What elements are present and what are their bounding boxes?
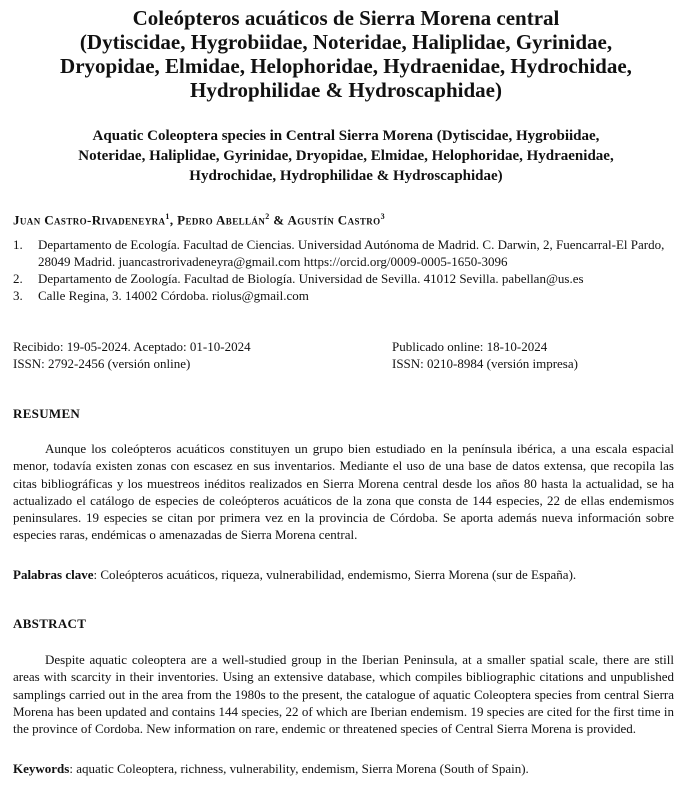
issn-online: ISSN: 2792-2456 (versión online) bbox=[13, 356, 191, 371]
author-name: Pedro Abellán bbox=[177, 212, 266, 228]
affiliation-text: Departamento de Zoología. Facultad de Biología. Universidad de Sevilla. 41012 Sevilla. pabellan@us.es bbox=[38, 271, 584, 286]
title-line: Coleópteros acuáticos de Sierra Morena central bbox=[132, 6, 560, 30]
keywords-text: : Coleópteros acuáticos, riqueza, vulnerabilidad, endemismo, Sierra Morena (sur de España). bbox=[93, 567, 577, 582]
article-title bbox=[20, 6, 672, 102]
title-line: Dryopidae, Elmidae, Helophoridae, Hydraenidae, Hydrochidae, bbox=[60, 54, 632, 78]
palabras-clave bbox=[13, 566, 678, 583]
author-affiliation-mark: 1 bbox=[165, 212, 170, 221]
affiliation-number: 1. bbox=[13, 237, 23, 252]
author-name: Juan Castro-Rivadeneyra bbox=[13, 212, 166, 228]
affiliation-number: 2. bbox=[13, 271, 23, 286]
affiliation-list bbox=[13, 236, 678, 304]
subtitle-line: Hydrochidae, Hydrophilidae & Hydroscaphidae) bbox=[189, 168, 503, 184]
affiliation-number: 3. bbox=[13, 288, 23, 303]
english-title bbox=[22, 126, 670, 186]
author-affiliation-mark: 3 bbox=[380, 212, 385, 221]
keywords-label: Keywords bbox=[13, 761, 70, 776]
abstract-heading: ABSTRACT bbox=[13, 616, 87, 631]
received-date: Recibido: 19-05-2024. Aceptado: 01-10-2024 bbox=[13, 339, 251, 354]
author-name: Agustín Castro bbox=[287, 212, 381, 228]
affiliation-item bbox=[13, 270, 678, 287]
publication-info bbox=[392, 338, 578, 372]
affiliation-item bbox=[13, 287, 678, 304]
author-separator: & bbox=[269, 212, 288, 228]
title-line: (Dytiscidae, Hygrobiidae, Noteridae, Haliplidae, Gyrinidae, bbox=[79, 30, 613, 54]
subtitle-line: Aquatic Coleoptera species in Central Sierra Morena (Dytiscidae, Hygrobiidae, bbox=[92, 128, 600, 144]
issn-print: ISSN: 0210-8984 (versión impresa) bbox=[392, 356, 578, 371]
submission-info bbox=[13, 338, 251, 372]
keywords-label: Palabras clave bbox=[13, 567, 94, 582]
resumen-body: Aunque los coleópteros acuáticos constituyen un grupo bien estudiado en la península ibérica, a una escala espacial menor, todavía existen zonas con escasez en sus inventarios. Mediante el uso de una base de datos extensa, que recopila las citas bibliográficas y los muestreos inéditos realizados en Sierra Morena central desde los años 80 hasta la actualidad, se ha actualizado el catálogo de especies de coleópteros acuáticos de la zona que consta de 144 especies, 22 de ellas endemismos peninsulares. 19 especies se citan por primera vez en la provincia de Córdoba. Se aporta además nueva información sobre especies raras, endémicas o amenazadas de Sierra Morena central. bbox=[13, 441, 674, 543]
keywords bbox=[13, 760, 678, 777]
subtitle-line: Noteridae, Haliplidae, Gyrinidae, Dryopidae, Elmidae, Helophoridae, Hydraenidae, bbox=[78, 148, 614, 164]
abstract-body: Despite aquatic coleoptera are a well-studied group in the Iberian Peninsula, at a smaller spatial scale, there are still areas with scarcity in their inventories. Using an extensive database, which compiles bibliographic citations and unpublished samplings carried out in the area from the 1980s to the present, the catalogue of aquatic Coleoptera species from central Sierra Morena has been updated and contains 144 species, 22 of which are Iberian endemism. 19 species are cited for the first time in the province of Cordoba. New information on rare, endemic or threatened species of Central Sierra Morena is provided. bbox=[13, 652, 674, 737]
affiliation-text: Calle Regina, 3. 14002 Córdoba. riolus@gmail.com bbox=[38, 288, 309, 303]
affiliation-text: Departamento de Ecología. Facultad de Ciencias. Universidad Autónoma de Madrid. C. Darwin, 2, Fuencarral-El Pardo, 28049 Madrid. juancastrorivadeneyra@gmail.com https://orcid.org/0009-0005-1650-3096 bbox=[38, 237, 665, 269]
author-list bbox=[13, 212, 385, 228]
author-affiliation-mark: 2 bbox=[265, 212, 270, 221]
author-separator: , bbox=[169, 212, 178, 228]
published-date: Publicado online: 18-10-2024 bbox=[392, 339, 548, 354]
affiliation-item bbox=[13, 236, 678, 270]
keywords-text: : aquatic Coleoptera, richness, vulnerability, endemism, Sierra Morena (South of Spain). bbox=[69, 761, 529, 776]
resumen-heading: RESUMEN bbox=[13, 406, 81, 421]
title-line: Hydrophilidae & Hydroscaphidae) bbox=[190, 78, 502, 102]
